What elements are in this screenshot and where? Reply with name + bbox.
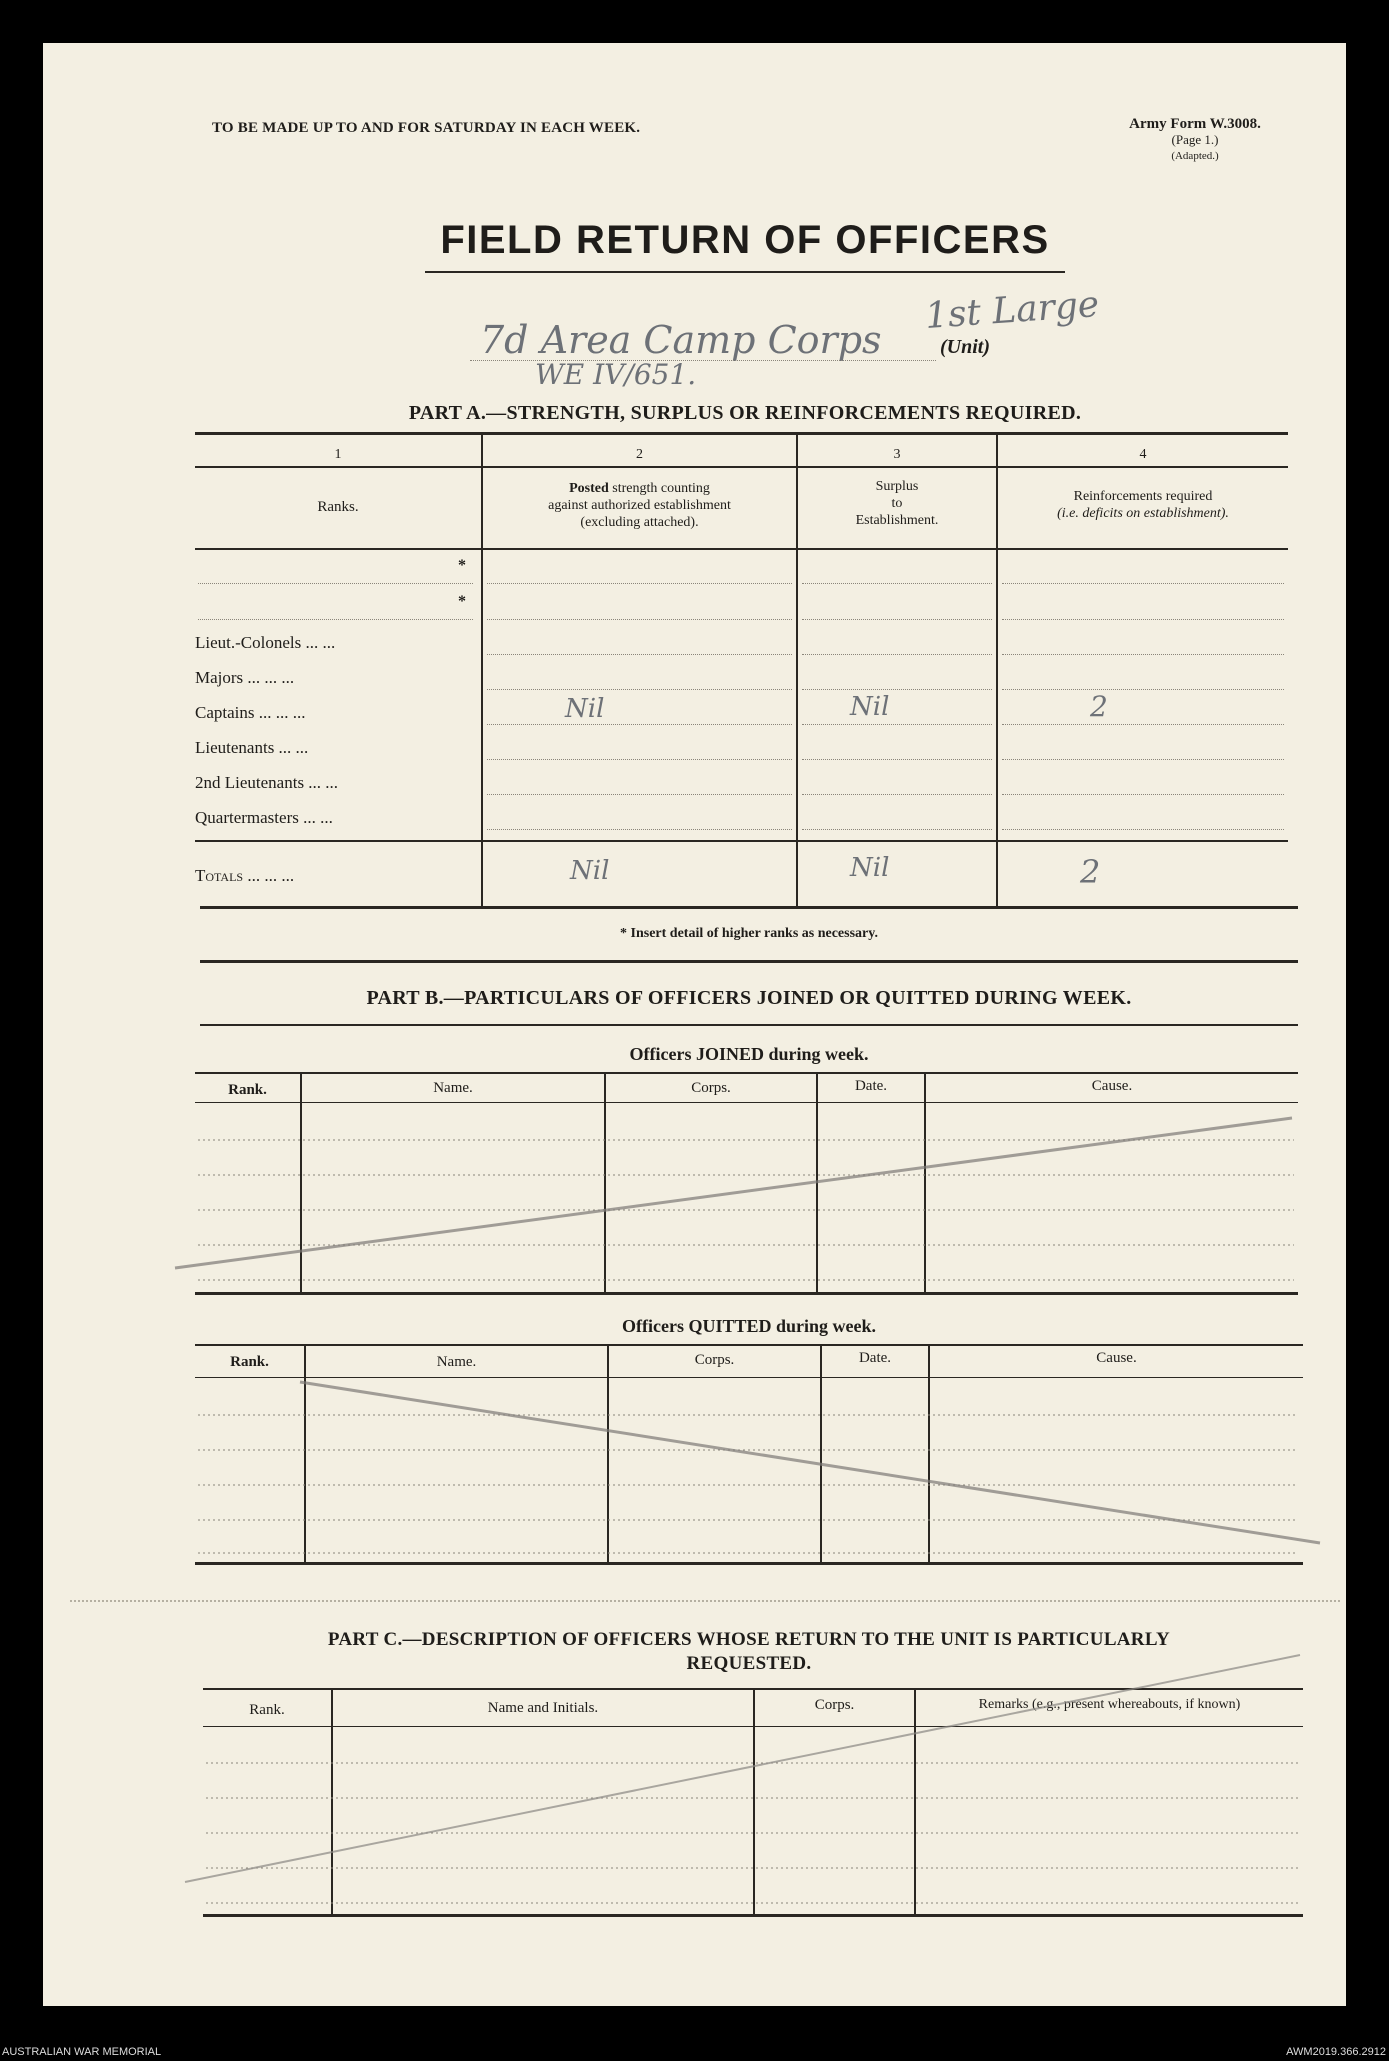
handwritten-unit-extra: 1st Large — [923, 283, 1101, 338]
adapted-label: (Adapted.) — [1171, 150, 1219, 162]
part-c-title-line2: REQUESTED. — [686, 1653, 812, 1674]
rank-quartermasters: Quartermasters ... ... — [195, 808, 333, 827]
handwritten-unit: 7d Area Camp Corps — [480, 318, 882, 362]
higher-rank-star-2: * — [458, 593, 466, 610]
col1-number: 1 — [334, 447, 342, 462]
part-a-footnote: * Insert detail of higher ranks as necessary. — [620, 926, 878, 941]
rank-2nd-lieutenants: 2nd Lieutenants ... ... — [195, 773, 339, 792]
unit-label: (Unit) — [940, 336, 990, 358]
joined-col-date: Date. — [854, 1078, 888, 1094]
surplus-line1: Surplus — [875, 479, 919, 494]
page-title: FIELD RETURN OF OFFICERS — [440, 218, 1050, 262]
page-label: (Page 1.) — [1171, 132, 1219, 147]
quitted-title: Officers QUITTED during week. — [622, 1316, 876, 1336]
partc-col-rank: Rank. — [249, 1702, 285, 1718]
captains-posted-value: Nil — [565, 694, 605, 724]
surplus-line3: Establishment. — [855, 513, 939, 528]
col3-number: 3 — [893, 447, 901, 462]
quitted-col-rank: Rank. — [230, 1354, 269, 1370]
quitted-col-name: Name. — [436, 1354, 477, 1370]
higher-rank-star-1: * — [458, 557, 466, 574]
part-b-title: PART B.—PARTICULARS OF OFFICERS JOINED OR QUITTED DURING WEEK. — [366, 987, 1132, 1009]
posted-line3: (excluding attached). — [580, 515, 699, 530]
quitted-col-date: Date. — [858, 1350, 892, 1366]
part-c-title-line1: PART C.—DESCRIPTION OF OFFICERS WHOSE RETURN TO THE UNIT IS PARTICULARLY — [327, 1629, 1171, 1650]
reinf-line1: Reinforcements required — [1073, 489, 1213, 504]
rank-captains: Captains ... ... ... — [195, 703, 306, 722]
col4-number: 4 — [1139, 447, 1147, 462]
joined-col-name: Name. — [433, 1080, 473, 1096]
joined-col-rank: Rank. — [228, 1082, 267, 1098]
weekly-instruction: TO BE MADE UP TO AND FOR SATURDAY IN EACH WEEK. — [212, 120, 641, 136]
quitted-col-cause: Cause. — [1096, 1350, 1137, 1366]
footer-left: AUSTRALIAN WAR MEMORIAL — [2, 2046, 162, 2058]
rank-lieutenants: Lieutenants ... ... — [195, 738, 309, 757]
partc-col-corps: Corps. — [814, 1697, 855, 1713]
partc-col-name: Name and Initials. — [487, 1700, 599, 1716]
handwritten-reference: WE IV/651. — [535, 358, 697, 391]
totals-reinforcements-value: 2 — [1080, 853, 1101, 891]
captains-reinforcements-value: 2 — [1090, 690, 1108, 723]
posted-line2: against authorized establishment — [548, 498, 731, 513]
joined-col-cause: Cause. — [1091, 1078, 1133, 1094]
captains-surplus-value: Nil — [850, 692, 890, 722]
posted-rest: strength counting — [608, 481, 710, 496]
surplus-line2: to — [891, 496, 903, 511]
rank-majors: Majors ... ... ... — [195, 668, 295, 687]
form-number: Army Form W.3008. — [1129, 116, 1261, 132]
totals-surplus-value: Nil — [850, 853, 890, 883]
joined-col-corps: Corps. — [691, 1080, 731, 1096]
footer-right: AWM2019.366.2912 — [1286, 2046, 1386, 2058]
partc-col-remarks: Remarks (e.g., present whereabouts, if known) — [978, 1697, 1241, 1712]
joined-title: Officers JOINED during week. — [629, 1044, 869, 1064]
rank-lieut-colonels: Lieut.-Colonels ... ... — [195, 633, 336, 652]
col2-number: 2 — [636, 447, 643, 462]
reinf-line2: (i.e. deficits on establishment). — [1057, 506, 1229, 521]
col-ranks-header: Ranks. — [317, 499, 359, 515]
totals-label: Totals ... ... ... — [195, 866, 295, 885]
posted-bold: Posted — [569, 481, 609, 496]
part-a-title: PART A.—STRENGTH, SURPLUS OR REINFORCEMENTS REQUIRED. — [408, 402, 1082, 424]
totals-posted-value: Nil — [570, 856, 610, 886]
quitted-col-corps: Corps. — [694, 1352, 735, 1368]
